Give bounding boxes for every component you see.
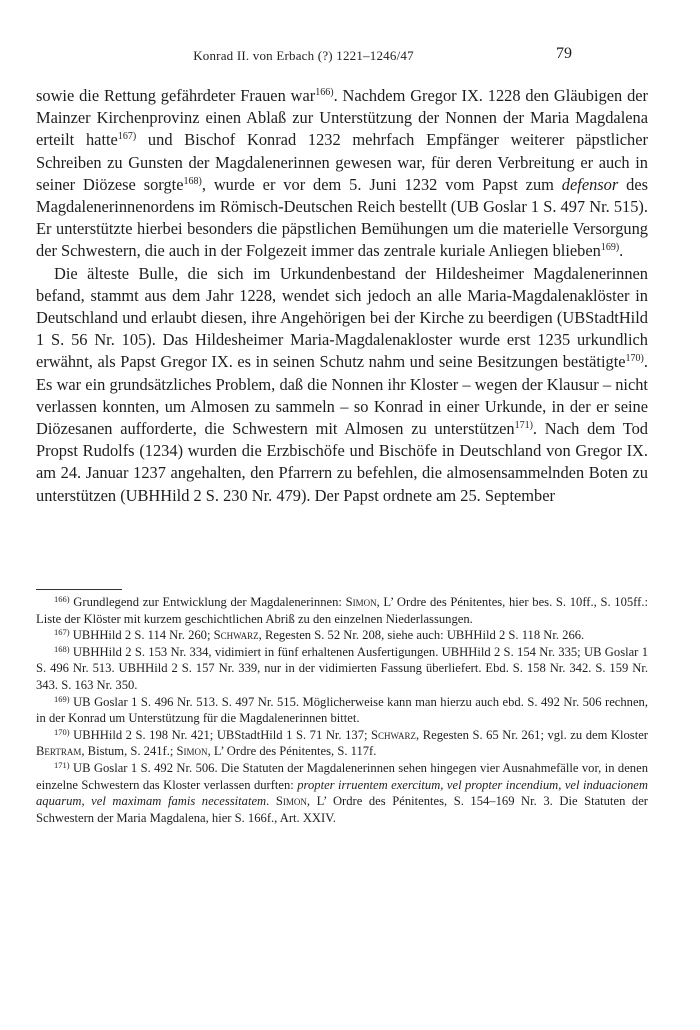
text-run: UB Goslar 1 S. 492 Nr. 506. Die Statuten der Magdalenerinnen sehen hingegen vier Ausnahmefälle vor, in denen einzelne Schwestern das Kloster verlassen durften: bbox=[36, 760, 648, 792]
footnote-171 bbox=[36, 760, 648, 826]
text-run: . bbox=[619, 241, 624, 261]
italic-text: defensor bbox=[561, 174, 619, 194]
text-run: , L’ Ordre des Pénitentes, S. 117f. bbox=[207, 744, 377, 759]
text-run: , wurde er vor dem 5. Juni 1232 vom Papst zum bbox=[201, 174, 562, 194]
author-name: Schwarz bbox=[213, 628, 259, 643]
footnote-167 bbox=[36, 627, 648, 644]
text-run: . Nachdem Gregor IX. 1228 den Gläubigen der Mainzer Kirchenprovinz einen Ablaß zur Unterstützung der Nonnen der Maria Magdalena erteilt hatte bbox=[36, 86, 649, 150]
footnote-marker: 169) bbox=[54, 693, 70, 704]
footnote-170 bbox=[36, 727, 648, 760]
text-run: UBHHild 2 S. 153 Nr. 334, vidimiert in fünf erhaltenen Ausfertigungen. UBHHild 2 S. 154 Nr. 335; UB Goslar 1 S. 496 Nr. 513. UBHHild 2 S. 157 Nr. 339, nur in der vidimierten Fassung überliefert. Ebd. S. 158 Nr. 342. S. 159 Nr. 343. S. 163 Nr. 350. bbox=[36, 644, 648, 692]
italic-text: propter irruentem exercitum, vel propter incendium, vel induacionem aquarum, vel maximam famis necessitatem bbox=[36, 777, 648, 809]
footnote-marker: 171) bbox=[514, 420, 533, 432]
footnote-marker: 171) bbox=[54, 759, 70, 770]
footnote-marker: 169) bbox=[600, 242, 620, 254]
footnote-marker: 168) bbox=[54, 643, 70, 654]
footnote-divider bbox=[36, 589, 122, 590]
paragraph-2 bbox=[36, 263, 648, 507]
text-run: sowie die Rettung gefährdeter Frauen war bbox=[36, 86, 316, 105]
text-run: UBHHild 2 S. 114 Nr. 260; bbox=[69, 628, 214, 643]
text-run: , L’ Ordre des Pénitentes, hier bes. S. 10ff., S. 105ff.: Liste der Klöster mit kurzem geschichtlichen Abriß zu den einzelnen Niederlassungen. bbox=[36, 595, 648, 626]
text-run: Grundlegend zur Entwicklung der Magdalenerinnen: bbox=[69, 595, 346, 609]
text-run: Die älteste Bulle, die sich im Urkundenbestand der Hildesheimer Magdalenerinnen befand, stammt aus dem Jahr 1228, wendet sich jedoch an alle Maria-Magdalenaklöster in Deutschland und erlaubt diesen, ihre Angehörigen bei der Kirche zu beerdigen (UBStadtHild 1 S. 56 Nr. 105). Das Hildesheimer Maria-Magdalenakloster wurde erst 1235 urkundlich erwähnt, als Papst Gregor IX. es in seinen Schutz nahm und seine Besitzungen bestätigte bbox=[36, 263, 648, 372]
text-run: und Bischof Konrad 1232 mehrfach Empfänger weiterer päpstlicher Schreiben zu Gunsten der Magdalenerinnen gewesen war, für deren Verbreitung er auch in seiner Diözese sorgte bbox=[36, 130, 648, 194]
text-run: . Nach dem Tod Propst Rudolfs (1234) wurden die Erzbischöfe und Bischöfe in Deutschland von Gregor IX. am 24. Januar 1237 angehalten, den Pfarrern zu befehlen, die almosensammelnden Boten zu unterstützen (UBHHild 2 S. 230 Nr. 479). Der Papst ordnete am 25. September bbox=[36, 419, 649, 505]
text-run: , Bistum, S. 241f.; bbox=[81, 744, 177, 759]
footnote-marker: 170) bbox=[625, 353, 644, 365]
text-run: , Regesten S. 65 Nr. 261; vgl. zu dem Kloster bbox=[416, 727, 648, 742]
text-run: . Es war ein grundsätzliches Problem, daß die Nonnen ihr Kloster – wegen der Klausur – nicht verlassen konnten, um Almosen zu sammeln – so Konrad in einer Urkunde, in der er seine Diözesanen aufforderte, die Schwestern mit Almosen zu unterstützen bbox=[36, 352, 648, 439]
footnote-169 bbox=[36, 694, 648, 727]
footnote-marker: 167) bbox=[54, 627, 70, 638]
footnote-marker: 166) bbox=[54, 594, 70, 604]
text-run: UBHHild 2 S. 198 Nr. 421; UBStadtHild 1 S. 71 Nr. 137; bbox=[69, 727, 372, 742]
paragraph-1 bbox=[36, 85, 648, 263]
footnote-166 bbox=[36, 594, 648, 627]
author-name: Simon bbox=[345, 595, 377, 609]
footnote-marker: 167) bbox=[117, 131, 137, 143]
author-name: Schwarz bbox=[371, 727, 417, 742]
page-number: 79 bbox=[556, 45, 572, 62]
author-name: Simon bbox=[176, 744, 208, 759]
running-head: Konrad II. von Erbach (?) 1221–1246/47 bbox=[193, 48, 414, 63]
text-run: des Magdalenerinnenordens im Römisch-Deutschen Reich bestellt (UB Goslar 1 S. 497 Nr. 515). Er unterstützte hierbei besonders die päpstlichen Bemühungen um die materielle Versorgung der Schwestern, die auch in der Folgezeit immer das zentrale kuriale Anliegen blieben bbox=[36, 174, 648, 261]
text-run: , Regesten S. 52 Nr. 208, siehe auch: UBHHild 2 S. 118 Nr. 266. bbox=[258, 628, 585, 643]
author-name: Simon bbox=[275, 794, 307, 809]
author-name: Bertram bbox=[36, 744, 82, 759]
footnote-marker: 168) bbox=[183, 175, 202, 187]
main-text bbox=[36, 85, 648, 507]
text-run: , L’ Ordre des Pénitentes, S. 154–169 Nr. 3. Die Statuten der Schwestern der Maria Magdalena, hier S. 166f., Art. XXIV. bbox=[36, 794, 649, 825]
footnote-168 bbox=[36, 644, 648, 694]
footnotes bbox=[36, 594, 648, 826]
text-run: UB Goslar 1 S. 496 Nr. 513. S. 497 Nr. 515. Möglicherweise kann man hierzu auch ebd. S. 492 Nr. 506 rechnen, in der Konrad um Unterstützung für die Magdalenerinnen bittet. bbox=[36, 694, 648, 726]
footnote-marker: 170) bbox=[54, 726, 70, 737]
footnote-marker: 166) bbox=[315, 87, 334, 98]
text-run: . bbox=[266, 794, 276, 809]
